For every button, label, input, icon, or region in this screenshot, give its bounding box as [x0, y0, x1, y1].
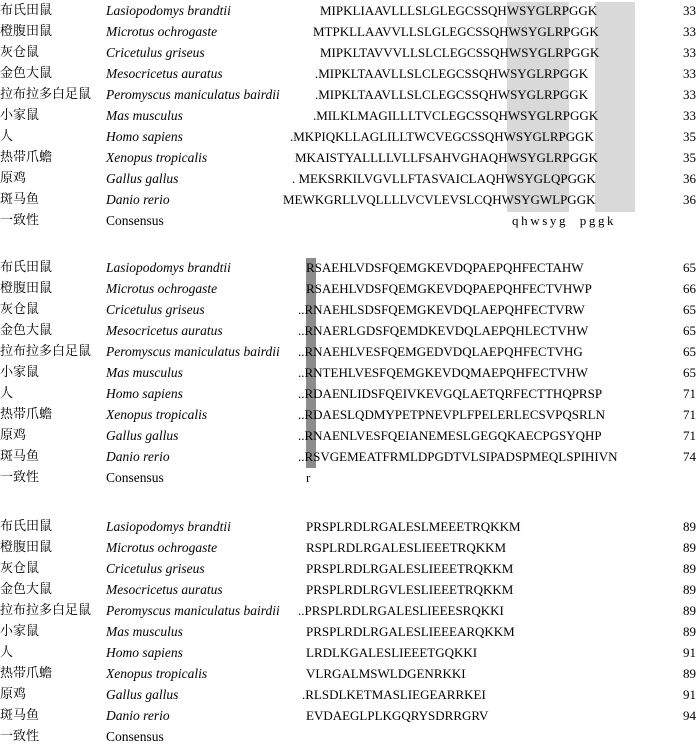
species-name: Lasiopodomys brandtii	[106, 3, 231, 18]
sequence-end-position: 65	[683, 302, 696, 317]
alignment-row	[0, 446, 700, 467]
species-name: Mas musculus	[106, 624, 183, 639]
species-name: Gallus gallus	[106, 687, 179, 702]
species-name: Peromyscus maniculatus bairdii	[106, 344, 280, 359]
species-name: Danio rerio	[106, 449, 170, 464]
sequence-text: MEWKGRLLVQLLLLVCVLEVSLCQHWSYGWLPGGK	[283, 192, 596, 207]
sequence-text: PRSPLRDLRGALESLMEEETRQKKM	[306, 519, 521, 534]
sequence-end-position: 33	[683, 108, 696, 123]
consensus-chinese-label: 一致性	[0, 729, 40, 744]
sequence-text: ..RNAENLVESFQEIANEMESLGEGQKAECPGSYQHP	[298, 428, 602, 443]
consensus-row	[0, 210, 700, 231]
sequence-end-position: 71	[683, 386, 696, 401]
alignment-row	[0, 600, 700, 621]
chinese-name: 布氏田鼠	[0, 3, 53, 18]
alignment-row	[0, 63, 700, 84]
alignment-row	[0, 425, 700, 446]
sequence-text: VLRGALMSWLDGENRKKI	[306, 666, 466, 681]
chinese-name: 布氏田鼠	[0, 260, 53, 275]
chinese-name: 金色大鼠	[0, 66, 53, 81]
species-name: Microtus ochrogaste	[106, 281, 218, 296]
chinese-name: 橙腹田鼠	[0, 540, 53, 555]
chinese-name: 人	[0, 129, 14, 144]
sequence-end-position: 35	[683, 150, 696, 165]
sequence-text: .MILKLMAGILLLTVCLEGCSSQHWSYGLRPGGK	[313, 108, 599, 123]
chinese-name: 小家鼠	[0, 365, 40, 380]
chinese-name: 橙腹田鼠	[0, 24, 53, 39]
alignment-row	[0, 362, 700, 383]
sequence-text: PRSPLRDLRGVLESLIEEETRQKKM	[306, 582, 514, 597]
alignment-row	[0, 558, 700, 579]
consensus-label: Consensus	[106, 729, 164, 744]
sequence-end-position: 33	[683, 24, 696, 39]
chinese-name: 拉布拉多白足鼠	[0, 87, 92, 102]
sequence-text: .RLSDLKETMASLIEGEARRKEI	[302, 687, 486, 702]
species-name: Xenopus tropicalis	[106, 666, 208, 681]
sequence-end-position: 35	[683, 129, 696, 144]
sequence-end-position: 89	[683, 561, 696, 576]
sequence-text: RSAEHLVDSFQEMGKEVDQPAEPQHFECTVHWP	[306, 281, 592, 296]
alignment-row	[0, 537, 700, 558]
sequence-text: .MIPKLTAAVLLSLCLEGCSSQHWSYGLRPGGK	[315, 87, 589, 102]
sequence-end-position: 89	[683, 666, 696, 681]
species-name: Peromyscus maniculatus bairdii	[106, 603, 280, 618]
species-name: Mesocricetus auratus	[106, 582, 223, 597]
sequence-text: .MIPKLTAAVLLSLCLEGCSSQHWSYGLRPGGK	[315, 66, 589, 81]
species-name: Cricetulus griseus	[106, 45, 205, 60]
alignment-row	[0, 42, 700, 63]
sequence-text: . MEKSRKILVGVLLFTASVAICLAQHWSYGLQPGGK	[292, 171, 596, 186]
consensus-row	[0, 726, 700, 747]
alignment-row	[0, 579, 700, 600]
sequence-end-position: 89	[683, 540, 696, 555]
species-name: Mas musculus	[106, 365, 183, 380]
sequence-text: PRSPLRDLRGALESLIEEEARQKKM	[306, 624, 515, 639]
alignment-row	[0, 0, 700, 21]
species-name: Xenopus tropicalis	[106, 407, 208, 422]
species-name: Gallus gallus	[106, 171, 179, 186]
species-name: Microtus ochrogaste	[106, 540, 218, 555]
alignment-row	[0, 105, 700, 126]
chinese-name: 斑马鱼	[0, 449, 40, 464]
sequence-text: ..RDAENLIDSFQEIVKEVGQLAETQRFECTTHQPRSP	[298, 386, 603, 401]
alignment-row	[0, 147, 700, 168]
chinese-name: 人	[0, 645, 14, 660]
alignment-row	[0, 299, 700, 320]
consensus-label: Consensus	[106, 213, 164, 228]
species-name: Cricetulus griseus	[106, 561, 205, 576]
chinese-name: 金色大鼠	[0, 582, 53, 597]
alignment-row	[0, 168, 700, 189]
sequence-text: ..RDAESLQDMYPETPNEVPLFPELERLECSVPQSRLN	[298, 407, 605, 422]
alignment-row	[0, 684, 700, 705]
alignment-row	[0, 642, 700, 663]
alignment-row	[0, 320, 700, 341]
species-name: Mesocricetus auratus	[106, 66, 223, 81]
species-name: Homo sapiens	[106, 129, 183, 144]
sequence-end-position: 33	[683, 87, 696, 102]
chinese-name: 热带爪蟾	[0, 407, 53, 422]
species-name: Xenopus tropicalis	[106, 150, 208, 165]
species-name: Peromyscus maniculatus bairdii	[106, 87, 280, 102]
sequence-end-position: 36	[683, 192, 696, 207]
species-name: Lasiopodomys brandtii	[106, 519, 231, 534]
species-name: Danio rerio	[106, 192, 170, 207]
sequence-text: MTPKLLAAVVLLSLGLEGCSSQHWSYGLRPGGK	[313, 24, 599, 39]
sequence-end-position: 66	[683, 281, 696, 296]
sequence-text: .MKPIQKLLAGLILLTWCVEGCSSQHWSYGLRPGGK	[290, 129, 594, 144]
sequence-text: ..RNTEHLVESFQEMGKEVDQMAEPQHFECTVHW	[298, 365, 588, 380]
consensus-row	[0, 467, 700, 488]
sequence-end-position: 89	[683, 582, 696, 597]
chinese-name: 热带爪蟾	[0, 150, 53, 165]
consensus-chinese-label: 一致性	[0, 213, 40, 228]
species-name: Microtus ochrogaste	[106, 24, 218, 39]
chinese-name: 小家鼠	[0, 108, 40, 123]
sequence-text: ..RNAERLGDSFQEMDKEVDQLAEPQHLECTVHW	[298, 323, 589, 338]
chinese-name: 布氏田鼠	[0, 519, 53, 534]
sequence-text: ..RSVGEMEATFRMLDPGDTVLSIPADSPMEQLSPIHIVN	[298, 449, 618, 464]
chinese-name: 灰仓鼠	[0, 45, 40, 60]
chinese-name: 橙腹田鼠	[0, 281, 53, 296]
species-name: Gallus gallus	[106, 428, 179, 443]
alignment-row	[0, 341, 700, 362]
species-name: Homo sapiens	[106, 645, 183, 660]
alignment-row	[0, 383, 700, 404]
sequence-text: LRDLKGALESLIEEETGQKKI	[306, 645, 478, 660]
consensus-sequence: qhwsyg pggk	[512, 213, 617, 228]
sequence-end-position: 91	[683, 645, 696, 660]
sequence-end-position: 33	[683, 3, 696, 18]
chinese-name: 金色大鼠	[0, 323, 53, 338]
chinese-name: 灰仓鼠	[0, 302, 40, 317]
alignment-row	[0, 278, 700, 299]
chinese-name: 原鸡	[0, 687, 27, 702]
alignment-row	[0, 189, 700, 210]
sequence-text: ..RNAEHLVESFQEMGEDVDQLAEPQHFECTVHG	[298, 344, 583, 359]
consensus-sequence: r	[306, 470, 311, 485]
chinese-name: 斑马鱼	[0, 708, 40, 723]
alignment-row	[0, 126, 700, 147]
alignment-row	[0, 621, 700, 642]
sequence-text: PRSPLRDLRGALESLIEEETRQKKM	[306, 561, 514, 576]
sequence-end-position: 65	[683, 365, 696, 380]
sequence-end-position: 89	[683, 624, 696, 639]
sequence-end-position: 71	[683, 428, 696, 443]
sequence-text: MIPKLIAAVLLLSLGLEGCSSQHWSYGLRPGGK	[320, 3, 598, 18]
sequence-end-position: 33	[683, 45, 696, 60]
sequence-end-position: 71	[683, 407, 696, 422]
consensus-chinese-label: 一致性	[0, 470, 40, 485]
alignment-row	[0, 705, 700, 726]
sequence-text: EVDAEGLPLKGQRYSDRRGRV	[306, 708, 489, 723]
sequence-end-position: 91	[683, 687, 696, 702]
sequence-text: RSAEHLVDSFQEMGKEVDQPAEPQHFECTAHW	[306, 260, 584, 275]
consensus-label: Consensus	[106, 470, 164, 485]
sequence-end-position: 89	[683, 603, 696, 618]
alignment-row	[0, 84, 700, 105]
alignment-row	[0, 516, 700, 537]
species-name: Mesocricetus auratus	[106, 323, 223, 338]
sequence-text: MKAISTYALLLLVLLFSAHVGHAQHWSYGLRPGGK	[295, 150, 598, 165]
alignment-row	[0, 21, 700, 42]
chinese-name: 原鸡	[0, 171, 27, 186]
alignment-row	[0, 404, 700, 425]
sequence-text: ..RNAEHLSDSFQEMGKEVDQLAEPQHFECTVRW	[298, 302, 585, 317]
sequence-end-position: 74	[683, 449, 696, 464]
sequence-text: MIPKLTAVVVLLSLCLEGCSSQHWSYGLRPGGK	[320, 45, 600, 60]
sequence-text: ..PRSPLRDLRGALESLIEEESRQKKI	[298, 603, 504, 618]
alignment-row	[0, 663, 700, 684]
species-name: Danio rerio	[106, 708, 170, 723]
species-name: Mas musculus	[106, 108, 183, 123]
species-name: Cricetulus griseus	[106, 302, 205, 317]
alignment-row	[0, 257, 700, 278]
sequence-end-position: 65	[683, 323, 696, 338]
sequence-end-position: 33	[683, 66, 696, 81]
sequence-end-position: 36	[683, 171, 696, 186]
sequence-end-position: 65	[683, 344, 696, 359]
species-name: Homo sapiens	[106, 386, 183, 401]
chinese-name: 斑马鱼	[0, 192, 40, 207]
species-name: Lasiopodomys brandtii	[106, 260, 231, 275]
chinese-name: 灰仓鼠	[0, 561, 40, 576]
chinese-name: 热带爪蟾	[0, 666, 53, 681]
chinese-name: 人	[0, 386, 14, 401]
sequence-end-position: 89	[683, 519, 696, 534]
chinese-name: 原鸡	[0, 428, 27, 443]
sequence-end-position: 94	[683, 708, 696, 723]
chinese-name: 拉布拉多白足鼠	[0, 344, 92, 359]
chinese-name: 拉布拉多白足鼠	[0, 603, 92, 618]
chinese-name: 小家鼠	[0, 624, 40, 639]
sequence-text: RSPLRDLRGALESLIEEETRQKKM	[306, 540, 507, 555]
sequence-end-position: 65	[683, 260, 696, 275]
